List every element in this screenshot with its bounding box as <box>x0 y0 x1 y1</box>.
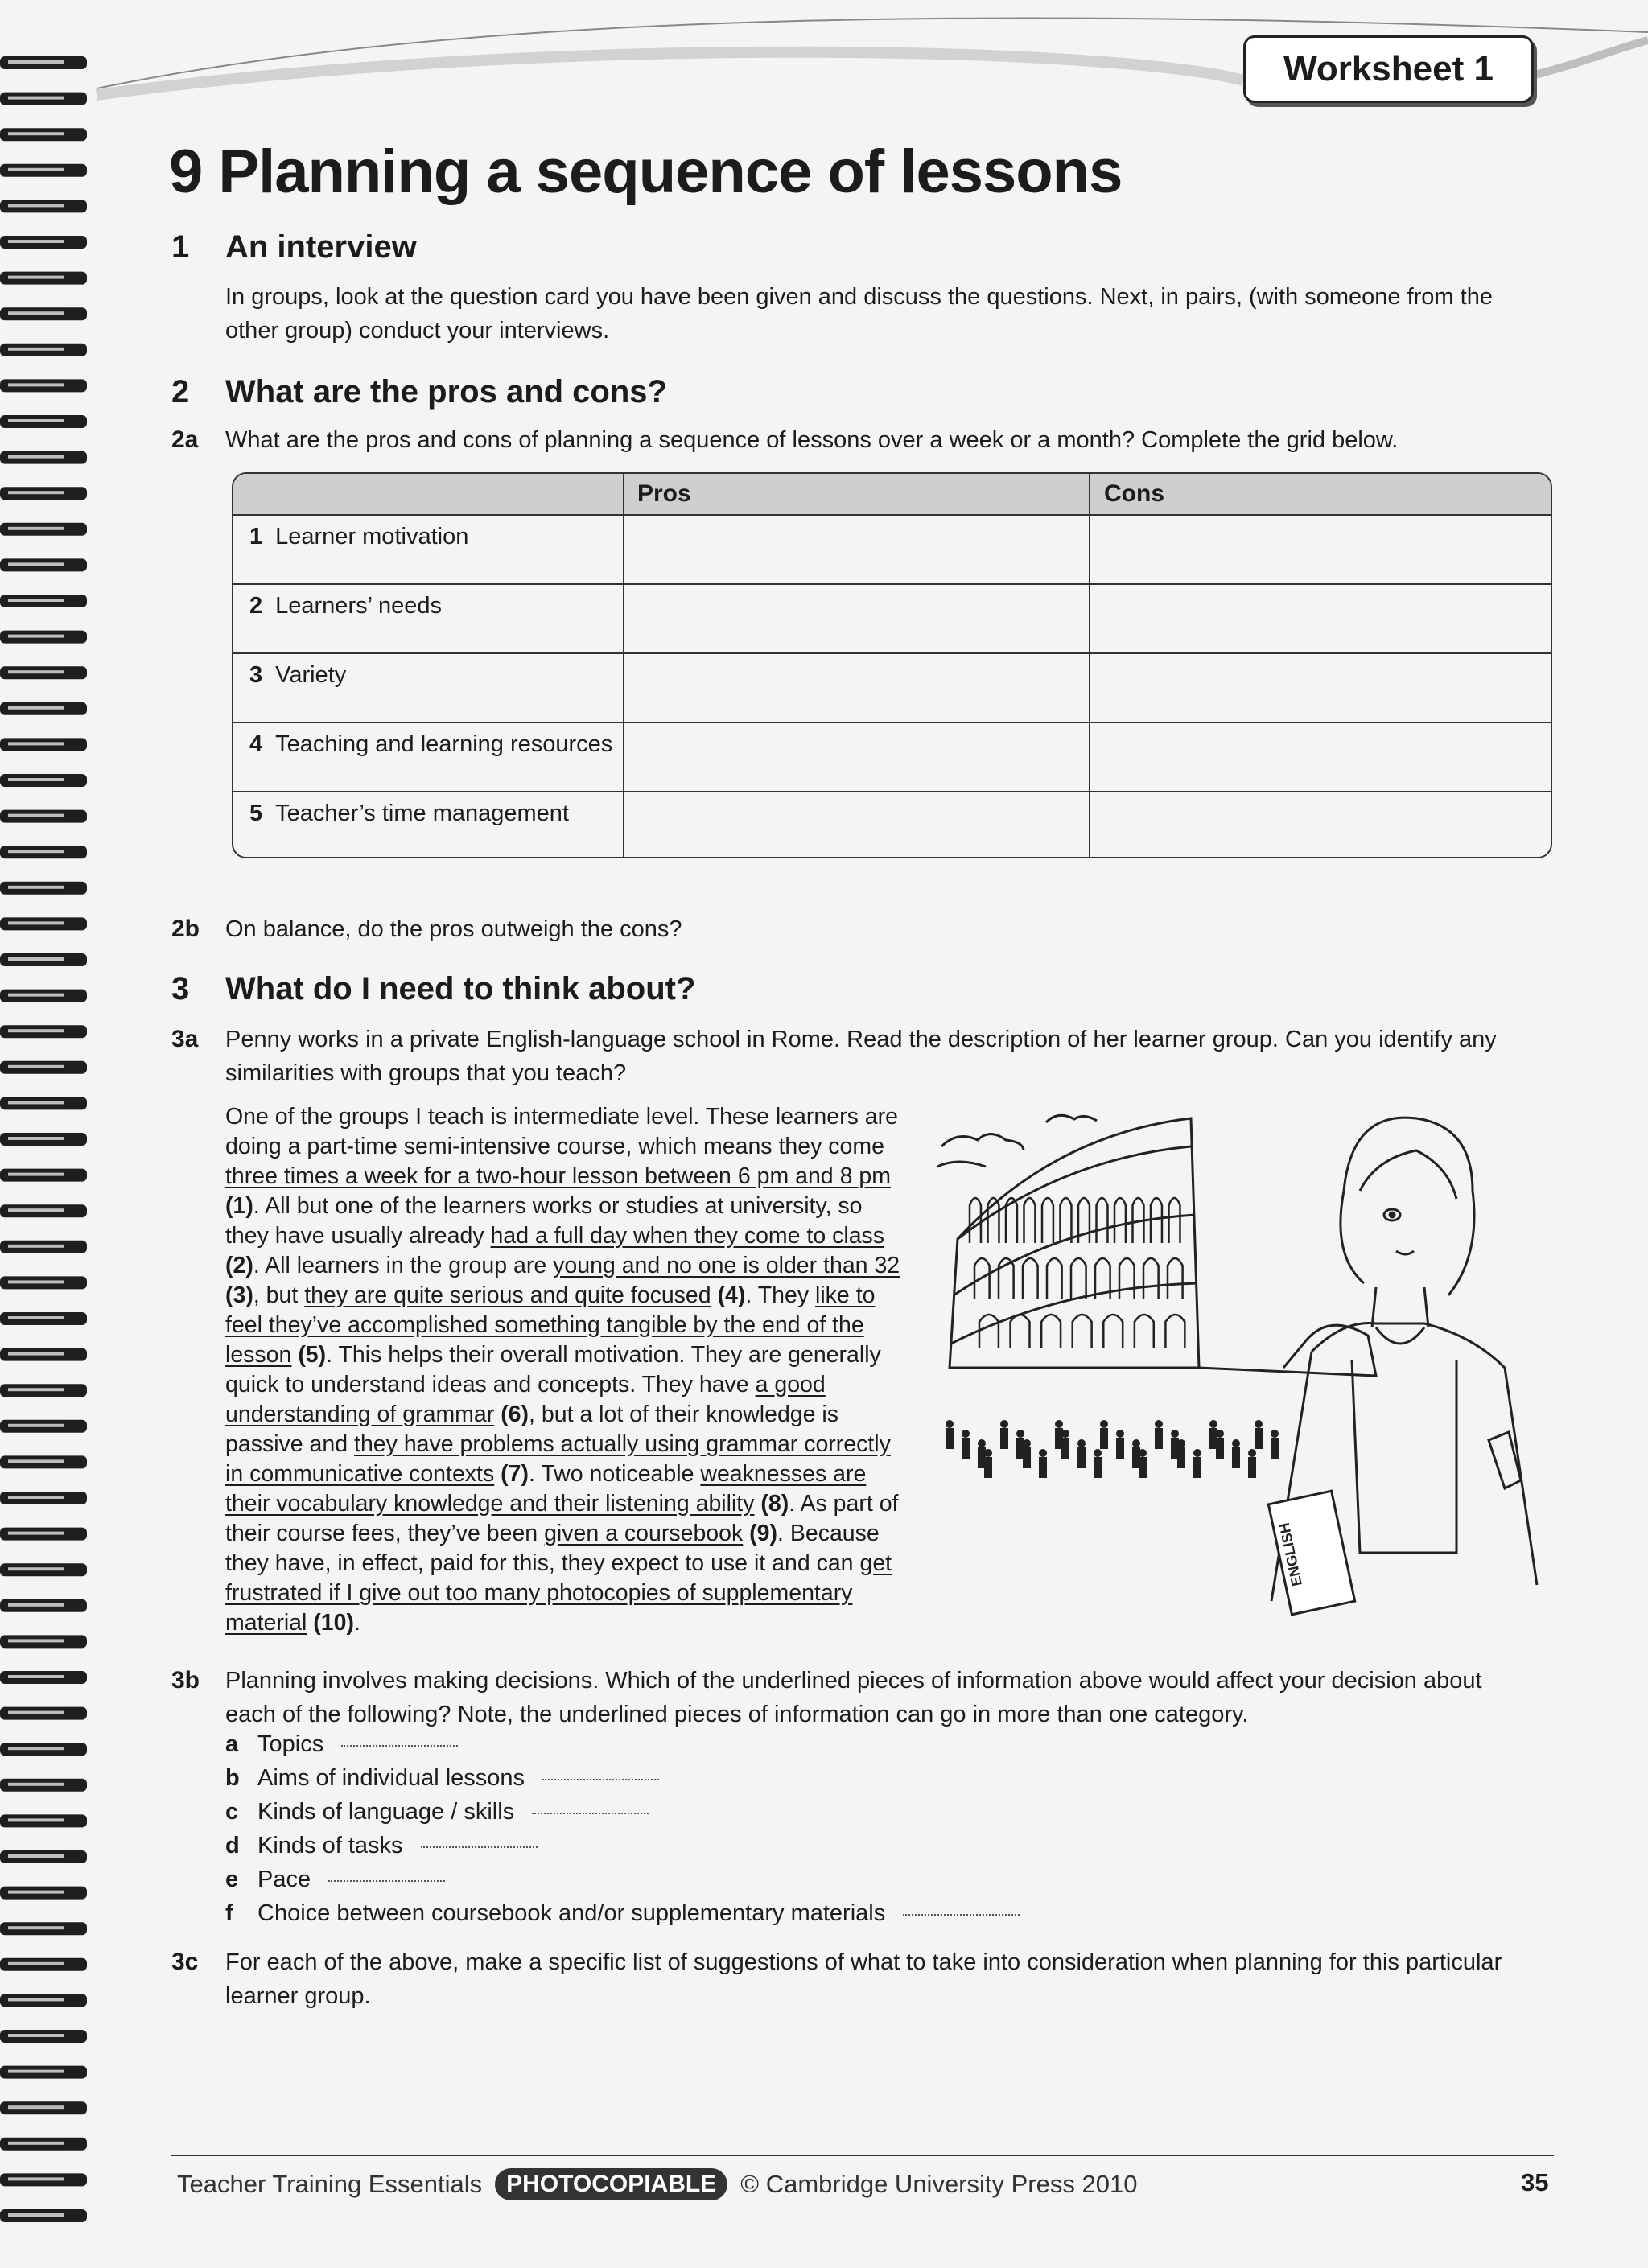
crowd-person-body <box>1061 1438 1069 1459</box>
binding-ring-highlight <box>8 1998 64 2001</box>
crowd-person-body <box>1116 1438 1124 1459</box>
crowd-person-head <box>1193 1449 1201 1457</box>
crowd-person-body <box>1271 1438 1279 1459</box>
underlined-info: had a full day when they come to class <box>490 1223 885 1249</box>
binding-ring-highlight <box>8 276 64 279</box>
row-label: Teacher’s time management <box>275 801 569 826</box>
binding-ring-highlight <box>8 1891 64 1894</box>
option-text: Kinds of tasks <box>258 1833 403 1858</box>
binding-ring-highlight <box>8 1962 64 1965</box>
grid-row <box>249 731 612 758</box>
page-number: 35 <box>1521 2168 1549 2196</box>
question-2b-text: On balance, do the pros outweigh the cons? <box>225 916 682 942</box>
info-number: (2) <box>225 1253 253 1278</box>
arch <box>1097 1198 1108 1243</box>
grid-divider <box>623 474 624 857</box>
arch <box>1042 1198 1053 1243</box>
binding-ring-highlight <box>8 1603 64 1607</box>
grid-row <box>249 662 346 689</box>
binding-ring-highlight <box>8 455 64 459</box>
crowd-person-head <box>1100 1420 1108 1428</box>
row-label: Learner motivation <box>275 524 469 550</box>
list-item <box>225 1727 1020 1761</box>
crowd-person-body <box>1139 1457 1147 1478</box>
section-title: What are the pros and cons? <box>225 374 667 410</box>
binding-ring-highlight <box>8 2070 64 2073</box>
arch <box>1103 1315 1123 1348</box>
question-3c-text: For each of the above, make a specific list of suggestions of what to take into consideration when planning for this particular learner group. <box>225 1949 1502 2009</box>
footer-copyright: © Cambridge University Press 2010 <box>740 2170 1138 2198</box>
crowd-person-body <box>1100 1428 1108 1449</box>
binding-ring-highlight <box>8 1711 64 1714</box>
crowd-person-body <box>1000 1428 1008 1449</box>
underlined-info: three times a week for a two-hour lesson between 6 pm and 8 pm <box>225 1163 891 1189</box>
option-letter: e <box>225 1867 239 1892</box>
list-item <box>225 1761 1020 1795</box>
question-3b-text: Planning involves making decisions. Which of the underlined pieces of information above would affect your decision about each of the following? Note, the underlined pieces of information can go in more than one category. <box>225 1668 1482 1727</box>
pros-cons-grid <box>232 472 1552 858</box>
binding-ring-highlight <box>8 1675 64 1678</box>
binding-ring-highlight <box>8 1567 64 1570</box>
option-text: Kinds of language / skills <box>258 1799 515 1825</box>
underlined-info: weaknesses are their vocabulary knowledge and their listening ability <box>225 1461 867 1517</box>
grid-row <box>249 593 442 619</box>
question-label-2b: 2b <box>171 916 200 942</box>
crowd-person-body <box>962 1438 970 1459</box>
info-number: (5) <box>298 1342 327 1368</box>
row-number: 2 <box>249 593 263 619</box>
binding-ring-highlight <box>8 1352 64 1356</box>
grid-header-pros: Pros <box>637 480 691 507</box>
book-label: ENGLISH <box>1275 1521 1305 1588</box>
binding-ring-highlight <box>8 778 64 781</box>
section-number: 3 <box>171 971 190 1006</box>
binding-ring-highlight <box>8 1029 64 1032</box>
footer-series: Teacher Training Essentials <box>177 2170 483 2198</box>
row-label: Variety <box>275 662 347 688</box>
info-number: (9) <box>749 1521 778 1546</box>
binding-ring-highlight <box>8 1783 64 1786</box>
grid-divider <box>233 652 1551 654</box>
arch <box>1143 1258 1159 1299</box>
page-footer <box>177 2168 1137 2200</box>
binding-ring-highlight <box>8 814 64 817</box>
footer-rule <box>171 2155 1554 2156</box>
answer-blank[interactable] <box>341 1744 458 1747</box>
list-item <box>225 1863 1020 1896</box>
binding-ring-highlight <box>8 1245 64 1248</box>
crowd-person-body <box>1255 1428 1263 1449</box>
crowd-person-head <box>1139 1449 1147 1457</box>
crowd-person-head <box>1116 1430 1124 1438</box>
crowd-person-head <box>1248 1449 1256 1457</box>
crowd-person-head <box>1055 1420 1063 1428</box>
binding-ring-highlight <box>8 311 64 315</box>
crowd-person-head <box>1061 1430 1069 1438</box>
arch <box>1135 1315 1154 1348</box>
section-title: What do I need to think about? <box>225 971 696 1006</box>
binding-ring-highlight <box>8 1747 64 1750</box>
row-label: Teaching and learning resources <box>275 731 613 757</box>
info-number: (4) <box>717 1282 746 1308</box>
underlined-info: given a coursebook <box>544 1521 744 1546</box>
binding-ring-highlight <box>8 2105 64 2109</box>
arch <box>1119 1258 1135 1299</box>
info-number: (8) <box>760 1491 789 1517</box>
arch <box>979 1315 999 1348</box>
binding-ring-highlight <box>8 562 64 566</box>
option-letter: a <box>225 1731 239 1757</box>
option-text: Pace <box>258 1867 311 1892</box>
arch <box>1061 1198 1072 1243</box>
row-number: 3 <box>249 662 263 688</box>
binding-ring-highlight <box>8 1065 64 1068</box>
question-label-3a: 3a <box>171 1026 199 1052</box>
grid-row <box>249 801 569 827</box>
answer-blank[interactable] <box>542 1778 659 1780</box>
row-number: 4 <box>249 731 263 757</box>
crowd-person-head <box>1016 1430 1024 1438</box>
section-number: 2 <box>171 374 190 410</box>
info-number: (3) <box>225 1282 253 1308</box>
crowd-person-head <box>946 1420 954 1428</box>
binding-ring-highlight <box>8 1316 64 1319</box>
binding-ring-highlight <box>8 850 64 853</box>
option-letter: f <box>225 1900 233 1926</box>
grid-divider <box>233 791 1551 792</box>
crowd-person-body <box>1094 1457 1102 1478</box>
arch <box>1023 1258 1038 1299</box>
binding-ring-highlight <box>8 204 64 207</box>
question-label-3b: 3b <box>171 1667 200 1694</box>
underlined-info: young and no one is older than 32 <box>553 1253 900 1278</box>
binding-ring-highlight <box>8 1854 64 1858</box>
arch <box>1011 1315 1030 1348</box>
binding-ring-highlight <box>8 491 64 494</box>
binding-ring-highlight <box>8 886 64 889</box>
info-number: (6) <box>501 1402 529 1427</box>
binding-ring-highlight <box>8 1926 64 1929</box>
question-label-3c: 3c <box>171 1949 199 1975</box>
crowd-person-body <box>1193 1457 1201 1478</box>
crowd-person-head <box>1077 1439 1086 1447</box>
arch <box>1047 1258 1062 1299</box>
binding-ring-highlight <box>8 1388 64 1391</box>
binding-ring-highlight <box>8 1137 64 1140</box>
category-list <box>225 1727 1020 1930</box>
arch <box>1073 1315 1092 1348</box>
grid-header-band <box>233 474 1551 516</box>
list-item <box>225 1829 1020 1863</box>
question-3a-text: Penny works in a private English-language school in Rome. Read the description of her learner group. Can you identify any similarities with groups that you teach? <box>225 1027 1497 1086</box>
answer-blank[interactable] <box>421 1846 538 1848</box>
grid-divider <box>233 722 1551 723</box>
binding-ring-highlight <box>8 1496 64 1499</box>
binding-ring-highlight <box>8 635 64 638</box>
arch <box>1041 1315 1061 1348</box>
info-number: (7) <box>501 1461 529 1487</box>
binding-ring-highlight <box>8 599 64 602</box>
binding-ring-highlight <box>8 706 64 710</box>
underlined-info: they have problems actually using grammar correctly in communicative contexts <box>225 1431 891 1487</box>
binding-ring-highlight <box>8 994 64 997</box>
crowd-person-body <box>1248 1457 1256 1478</box>
list-item <box>225 1896 1020 1930</box>
binding-ring-highlight <box>8 2142 64 2145</box>
question-label-2a: 2a <box>171 426 199 453</box>
binding-ring-highlight <box>8 168 64 171</box>
arch <box>1169 1198 1180 1243</box>
binding-ring-highlight <box>8 957 64 961</box>
crowd-person-head <box>1132 1439 1140 1447</box>
binding-ring-highlight <box>8 921 64 924</box>
option-text: Topics <box>258 1731 324 1757</box>
learner-group-description: One of the groups I teach is intermediate level. These learners are doing a part-time semi-intensive course, which means they come three times a week for a two-hour lesson between 6 pm and 8 pm (1). All but one of the learners works or studies at university, so they have usually already had a full day when they come to class (2). All learners in the group are young and no one is older than 32 (3), but they are quite serious and quite focused (4). They like to feel they’ve accomplished something tangible by the end of the lesson (5). This helps their overall motivation. They are generally quick to understand ideas and concepts. They have a good understanding of grammar (6), but a lot of their knowledge is passive and they have problems actually using grammar correctly in communicative contexts (7). Two noticeable weaknesses are their vocabulary knowledge and their listening ability (8). As part of their course fees, they’ve been given a coursebook (9). Because they have, in effect, paid for this, they expect to use it and can get frustrated if I give out too many photocopies of supplementary material (10). <box>225 1104 900 1636</box>
crowd-person-head <box>1232 1439 1240 1447</box>
binding-ring-highlight <box>8 240 64 243</box>
row-number: 5 <box>249 801 263 826</box>
underlined-info: like to feel they’ve accomplished something tangible by the end of the lesson <box>225 1282 876 1368</box>
crowd-person-body <box>1155 1428 1163 1449</box>
binding-ring-highlight <box>8 2213 64 2217</box>
binding-ring-highlight <box>8 383 64 386</box>
answer-blank[interactable] <box>532 1812 649 1814</box>
binding-ring-highlight <box>8 527 64 530</box>
binding-ring-highlight <box>8 419 64 422</box>
row-number: 1 <box>249 524 263 550</box>
crowd-person-head <box>984 1449 992 1457</box>
arch <box>1168 1258 1183 1299</box>
binding-ring-highlight <box>8 1101 64 1104</box>
section-1-instructions: In groups, look at the question card you have been given and discuss the questions. Next, in pairs, (with someone from the other group) conduct your interviews. <box>225 284 1493 344</box>
grid-header-cons: Cons <box>1104 480 1164 507</box>
option-letter: d <box>225 1833 240 1858</box>
grid-divider <box>233 583 1551 585</box>
underlined-info: a good understanding of grammar <box>225 1372 826 1427</box>
binding-ring-highlight <box>8 2177 64 2180</box>
option-letter: c <box>225 1799 239 1825</box>
crowd-person-head <box>978 1439 986 1447</box>
photocopiable-badge: PHOTOCOPIABLE <box>495 2168 727 2200</box>
crowd-person-head <box>1039 1449 1047 1457</box>
arch <box>1114 1198 1126 1243</box>
binding-ring-highlight <box>8 1208 64 1212</box>
crowd-person-head <box>1094 1449 1102 1457</box>
list-item <box>225 1795 1020 1829</box>
crowd-person-head <box>1216 1430 1224 1438</box>
spiral-binding <box>0 32 97 2237</box>
arch <box>1024 1198 1036 1243</box>
binding-ring-highlight <box>8 1173 64 1176</box>
answer-blank[interactable] <box>328 1879 445 1882</box>
answer-blank[interactable] <box>903 1913 1020 1916</box>
page-title: 9 Planning a sequence of lessons <box>169 138 1123 206</box>
binding-ring-highlight <box>8 670 64 673</box>
info-number: (10) <box>313 1610 354 1636</box>
colosseum-and-woman-illustration <box>925 1102 1569 1617</box>
binding-ring-highlight <box>8 1424 64 1427</box>
row-label: Learners’ needs <box>275 593 443 619</box>
crowd-person-head <box>1177 1439 1185 1447</box>
grid-row <box>249 524 468 550</box>
crowd-person-body <box>1023 1447 1031 1468</box>
crowd-person-body <box>1232 1447 1240 1468</box>
arch <box>1165 1315 1184 1348</box>
worksheet-badge: Worksheet 1 <box>1243 35 1534 103</box>
crowd-person-head <box>1271 1430 1279 1438</box>
binding-ring-highlight <box>8 132 64 135</box>
binding-ring-highlight <box>8 1280 64 1283</box>
crowd-person-head <box>1155 1420 1163 1428</box>
binding-ring-highlight <box>8 1459 64 1463</box>
arch <box>1071 1258 1086 1299</box>
binding-ring-highlight <box>8 1639 64 1642</box>
crowd-person-body <box>1077 1447 1086 1468</box>
option-text: Choice between coursebook and/or supplementary materials <box>258 1900 886 1926</box>
info-number: (1) <box>225 1193 253 1219</box>
question-2a-text: What are the pros and cons of planning a sequence of lessons over a week or a month? Complete the grid below. <box>225 427 1399 453</box>
crowd-person-body <box>1039 1457 1047 1478</box>
binding-ring-highlight <box>8 1818 64 1821</box>
crowd-person-head <box>1255 1420 1263 1428</box>
option-letter: b <box>225 1765 240 1791</box>
binding-ring-highlight <box>8 348 64 351</box>
crowd-person-head <box>1023 1439 1031 1447</box>
underlined-info: they are quite serious and quite focused <box>304 1282 711 1308</box>
crowd-person-body <box>946 1428 954 1449</box>
grid-divider <box>1089 474 1090 857</box>
arch <box>1151 1198 1162 1243</box>
section-number: 1 <box>171 229 190 265</box>
crowd-person-head <box>1000 1420 1008 1428</box>
underlined-info: get frustrated if I give out too many photocopies of supplementary material <box>225 1550 892 1636</box>
crowd-person-body <box>1177 1447 1185 1468</box>
binding-ring-highlight <box>8 1532 64 1535</box>
crowd-person-body <box>984 1457 992 1478</box>
crowd-person-body <box>1216 1438 1224 1459</box>
crowd-person-head <box>1171 1430 1179 1438</box>
binding-ring-highlight <box>8 742 64 745</box>
section-title: An interview <box>225 229 417 265</box>
grid-divider <box>233 514 1551 516</box>
crowd-person-head <box>962 1430 970 1438</box>
option-text: Aims of individual lessons <box>258 1765 525 1791</box>
binding-ring-highlight <box>8 2034 64 2037</box>
crowd-person-head <box>1209 1420 1217 1428</box>
